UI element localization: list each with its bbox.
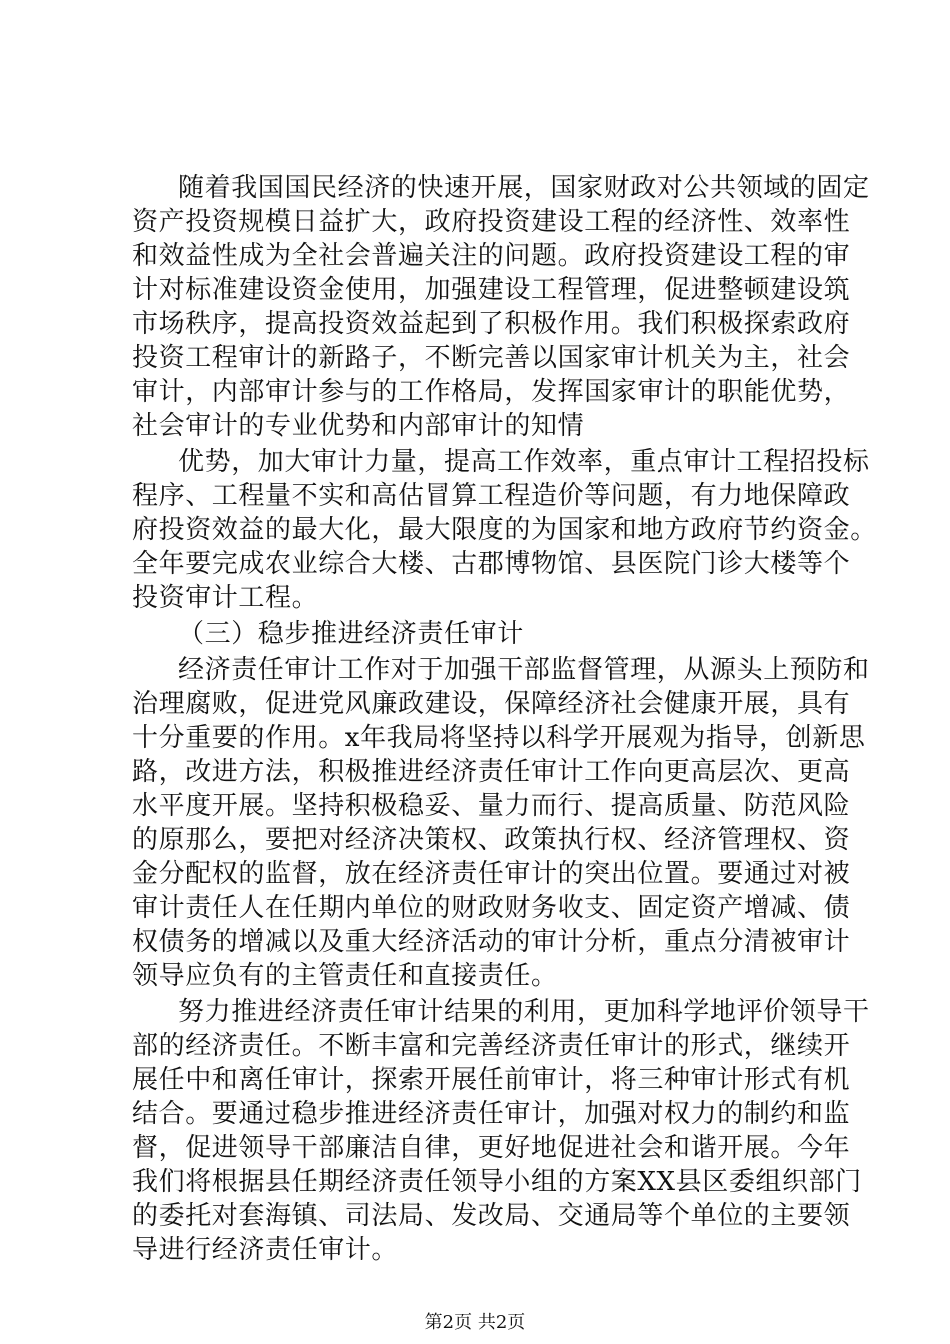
paragraph-line: 治理腐败，促进党风廉政建设，保障经济社会健康开展，具有	[132, 689, 851, 719]
paragraph-line: 导进行经济责任审计。	[132, 1235, 399, 1265]
paragraph-line: 程序、工程量不实和高估冒算工程造价等问题，有力地保障政	[132, 481, 851, 511]
paragraph-line: 路，改进方法，积极推进经济责任审计工作向更高层次、更高	[132, 757, 851, 787]
section-heading: （三）稳步推进经济责任审计	[178, 619, 524, 649]
paragraph-line: 十分重要的作用。x年我局将坚持以科学开展观为指导，创新思	[132, 723, 866, 753]
paragraph-line: 市场秩序，提高投资效益起到了积极作用。我们积极探索政府	[132, 309, 851, 339]
paragraph-line: 的原那么，要把对经济决策权、政策执行权、经济管理权、资	[132, 825, 851, 855]
paragraph-line: 的委托对套海镇、司法局、发改局、交通局等个单位的主要领	[132, 1201, 851, 1231]
paragraph-line: 督，促进领导干部廉洁自律，更好地促进社会和谐开展。今年	[132, 1133, 851, 1163]
page-footer: 第2页 共2页	[424, 1312, 526, 1333]
paragraph-line: 优势，加大审计力量，提高工作效率，重点审计工程招投标	[178, 447, 870, 477]
paragraph-line: 权债务的增减以及重大经济活动的审计分析，重点分清被审计	[132, 927, 851, 957]
paragraph-line: 和效益性成为全社会普遍关注的问题。政府投资建设工程的审	[132, 241, 851, 271]
paragraph-line: 结合。要通过稳步推进经济责任审计，加强对权力的制约和监	[132, 1099, 851, 1129]
paragraph-line: 审计，内部审计参与的工作格局，发挥国家审计的职能优势，	[132, 377, 851, 407]
paragraph-line: 投资审计工程。	[132, 583, 319, 613]
paragraph-line: 计对标准建设资金使用，加强建设工程管理，促进整顿建设筑	[132, 275, 851, 305]
paragraph-line: 全年要完成农业综合大楼、古郡博物馆、县医院门诊大楼等个	[132, 549, 851, 579]
paragraph-line: 金分配权的监督，放在经济责任审计的突出位置。要通过对被	[132, 859, 851, 889]
paragraph-line: 府投资效益的最大化，最大限度的为国家和地方政府节约资金。	[132, 515, 877, 545]
paragraph-line: 经济责任审计工作对于加强干部监督管理，从源头上预防和	[178, 655, 870, 685]
paragraph-line: 投资工程审计的新路子，不断完善以国家审计机关为主，社会	[132, 343, 851, 373]
paragraph-line: 水平度开展。坚持积极稳妥、量力而行、提高质量、防范风险	[132, 791, 851, 821]
paragraph-line: 领导应负有的主管责任和直接责任。	[132, 961, 558, 991]
paragraph-line: 部的经济责任。不断丰富和完善经济责任审计的形式，继续开	[132, 1031, 851, 1061]
paragraph-line: 审计责任人在任期内单位的财政财务收支、固定资产增减、债	[132, 893, 851, 923]
paragraph-line: 我们将根据县任期经济责任领导小组的方案XX县区委组织部门	[132, 1167, 862, 1197]
paragraph-line: 展任中和离任审计，探索开展任前审计，将三种审计形式有机	[132, 1065, 851, 1095]
paragraph-line: 努力推进经济责任审计结果的利用，更加科学地评价领导干	[178, 997, 870, 1027]
paragraph-line: 社会审计的专业优势和内部审计的知情	[132, 411, 585, 441]
paragraph-line: 随着我国国民经济的快速开展，国家财政对公共领域的固定	[178, 173, 870, 203]
paragraph-line: 资产投资规模日益扩大，政府投资建设工程的经济性、效率性	[132, 207, 851, 237]
